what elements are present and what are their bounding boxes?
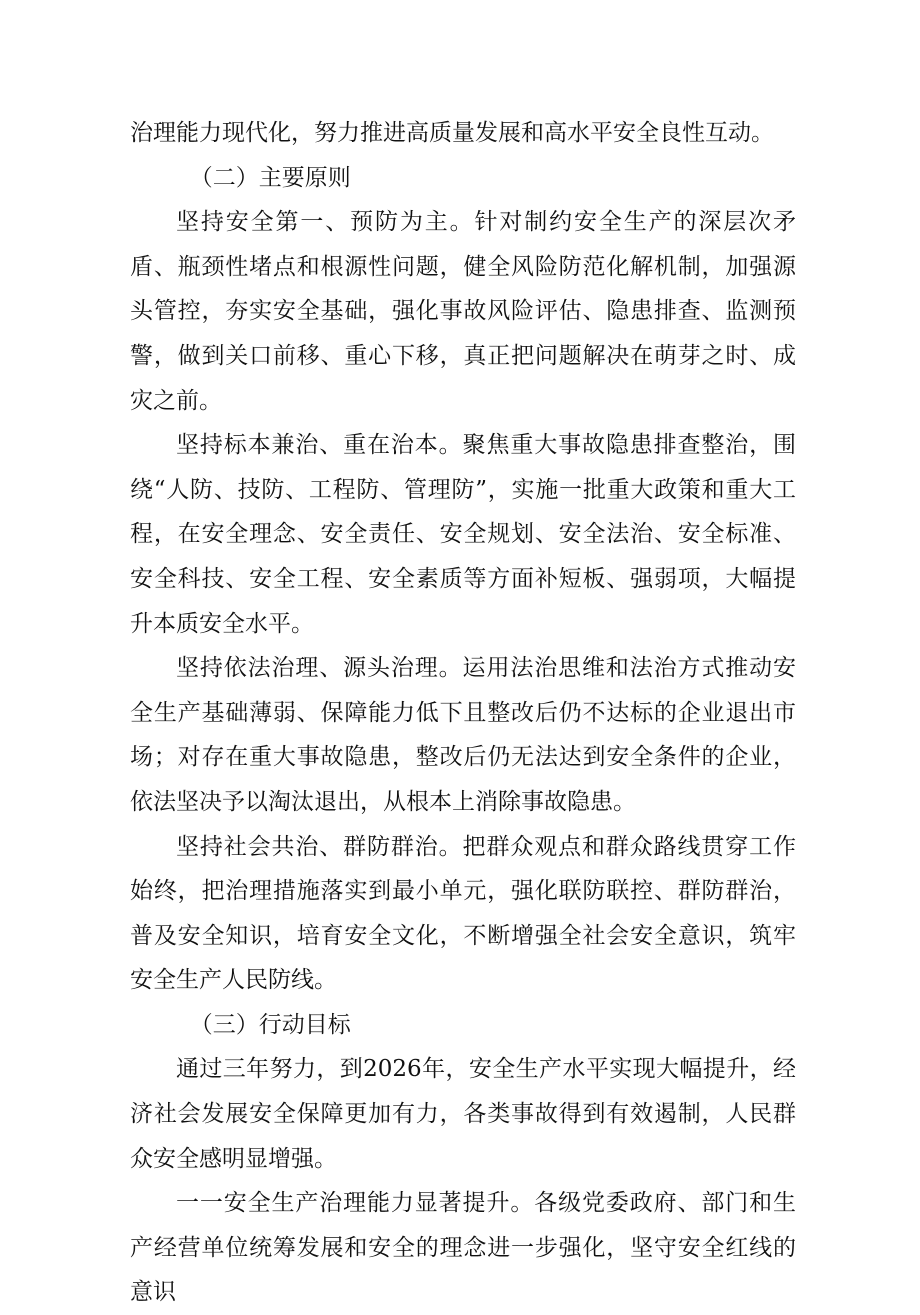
section-heading-action-goals: （三）行动目标 [189,1011,351,1038]
section-heading-main-principles: （二）主要原则 [189,164,351,191]
paragraph-social-governance: 坚持社会共治、群防群治。把群众观点和群众路线贯穿工作始终，把治理措施落实到最小单元，强化联防联控、群防群治，普及安全知识，培育安全文化，不断增强全社会安全意识，筑牢安全生产人民防线。 [130,833,796,994]
paragraph-governance-capability: 一一安全生产治理能力显著提升。各级党委政府、部门和生产经营单位统筹发展和安全的理念进一步强化，坚守安全红线的意识 [130,1190,796,1306]
paragraph-root-cause: 坚持标本兼治、重在治本。聚焦重大事故隐患排查整治，围绕“人防、技防、工程防、管理防”，实施一批重大政策和重大工程，在安全理念、安全责任、安全规划、安全法治、安全标准、安全科技、安全工程、安全素质等方面补短板、强弱项，大幅提升本质安全水平。 [130,432,796,637]
paragraph-three-year-goal: 通过三年努力，到2026年，安全生产水平实现大幅提升，经济社会发展安全保障更加有力，各类事故得到有效遏制，人民群众安全感明显增强。 [130,1056,796,1172]
document-body [130,111,796,1315]
paragraph-continuation: 治理能力现代化，努力推进高质量发展和高水平安全良性互动。 [130,120,774,146]
paragraph-rule-of-law: 坚持依法治理、源头治理。运用法治思维和法治方式推动安全生产基础薄弱、保障能力低下且整改后仍不达标的企业退出市场；对存在重大事故隐患，整改后仍无法达到安全条件的企业，依法坚决予以淘汰退出，从根本上消除事故隐患。 [130,655,796,815]
paragraph-safety-first: 坚持安全第一、预防为主。针对制约安全生产的深层次矛盾、瓶颈性堵点和根源性问题，健全风险防范化解机制，加强源头管控，夯实安全基础，强化事故风险评估、隐患排查、监测预警，做到关口前移、重心下移，真正把问题解决在萌芽之时、成灾之前。 [130,209,796,414]
